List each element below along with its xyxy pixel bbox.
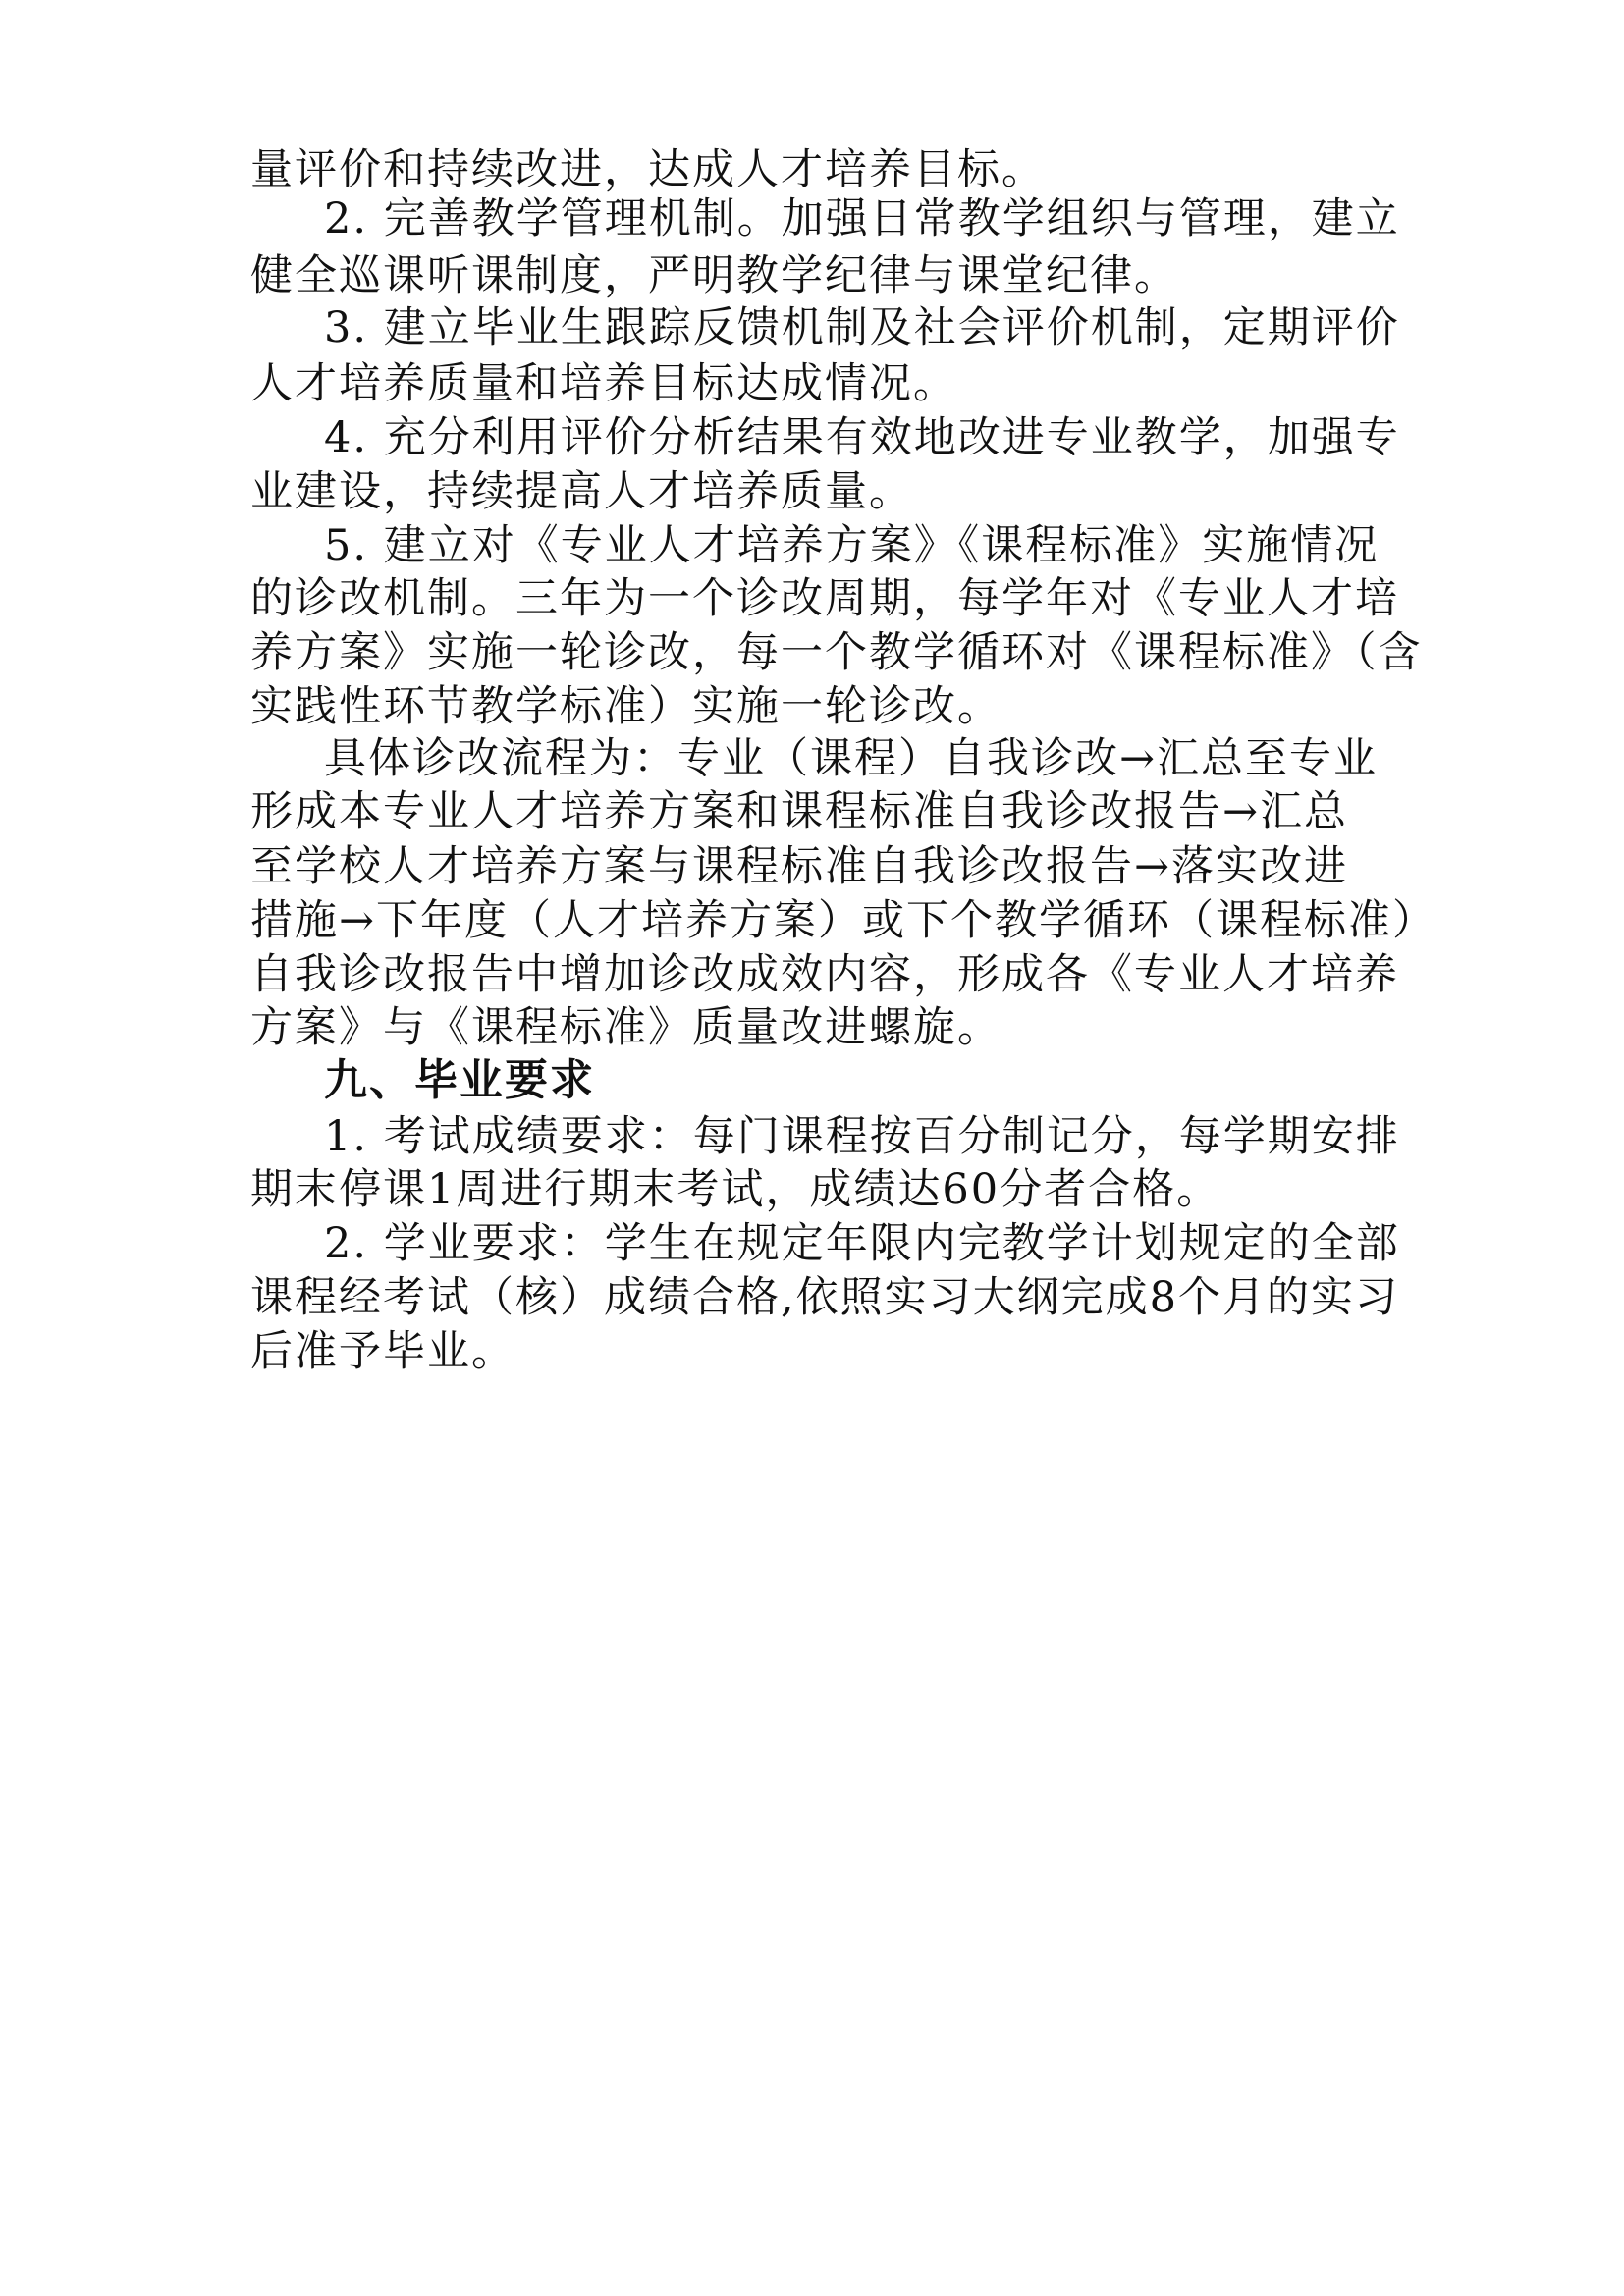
body-text-line: 养方案》实施一轮诊改，每一个教学循环对《课程标准》（含 bbox=[250, 628, 1423, 677]
list-item-2: 2. 学业要求：学生在规定年限内完教学计划规定的全部 bbox=[324, 1219, 1400, 1268]
list-item-1: 1. 考试成绩要求：每门课程按百分制记分，每学期安排 bbox=[324, 1112, 1400, 1161]
body-text-line: 量评价和持续改进，达成人才培养目标。 bbox=[250, 145, 1046, 194]
list-item-2: 2. 完善教学管理机制。加强日常教学组织与管理，建立 bbox=[324, 194, 1400, 243]
section-heading: 九、毕业要求 bbox=[324, 1055, 595, 1105]
body-text-line: 健全巡课听课制度，严明教学纪律与课堂纪律。 bbox=[250, 251, 1178, 300]
list-item-3: 3. 建立毕业生跟踪反馈机制及社会评价机制，定期评价 bbox=[324, 303, 1400, 352]
body-text-line: 自我诊改报告中增加诊改成效内容，形成各《专业人才培养 bbox=[250, 950, 1399, 999]
body-text-line: 措施→下年度（人才培养方案）或下个教学循环（课程标准） bbox=[250, 896, 1437, 945]
body-text-line: 期末停课1周进行期末考试，成绩达60分者合格。 bbox=[250, 1165, 1221, 1214]
body-text-line: 至学校人才培养方案与课程标准自我诊改报告→落实改进 bbox=[250, 842, 1349, 891]
body-text-line: 后准予毕业。 bbox=[250, 1327, 515, 1376]
process-paragraph: 具体诊改流程为：专业（课程）自我诊改→汇总至专业 bbox=[324, 734, 1379, 783]
body-text-line: 业建设，持续提高人才培养质量。 bbox=[250, 467, 913, 516]
body-text-line: 形成本专业人才培养方案和课程标准自我诊改报告→汇总 bbox=[250, 787, 1349, 836]
body-text-line: 实践性环节教学标准）实施一轮诊改。 bbox=[250, 682, 1001, 731]
body-text-line: 人才培养质量和培养目标达成情况。 bbox=[250, 359, 957, 408]
list-item-4: 4. 充分利用评价分析结果有效地改进专业教学，加强专 bbox=[324, 413, 1400, 462]
body-text-line: 的诊改机制。三年为一个诊改周期，每学年对《专业人才培 bbox=[250, 574, 1399, 623]
body-text-line: 课程经考试（核）成绩合格,依照实习大纲完成8个月的实习 bbox=[250, 1273, 1400, 1322]
body-text-line: 方案》与《课程标准》质量改进螺旋。 bbox=[250, 1003, 1001, 1052]
list-item-5: 5. 建立对《专业人才培养方案》《课程标准》实施情况 bbox=[324, 521, 1380, 570]
